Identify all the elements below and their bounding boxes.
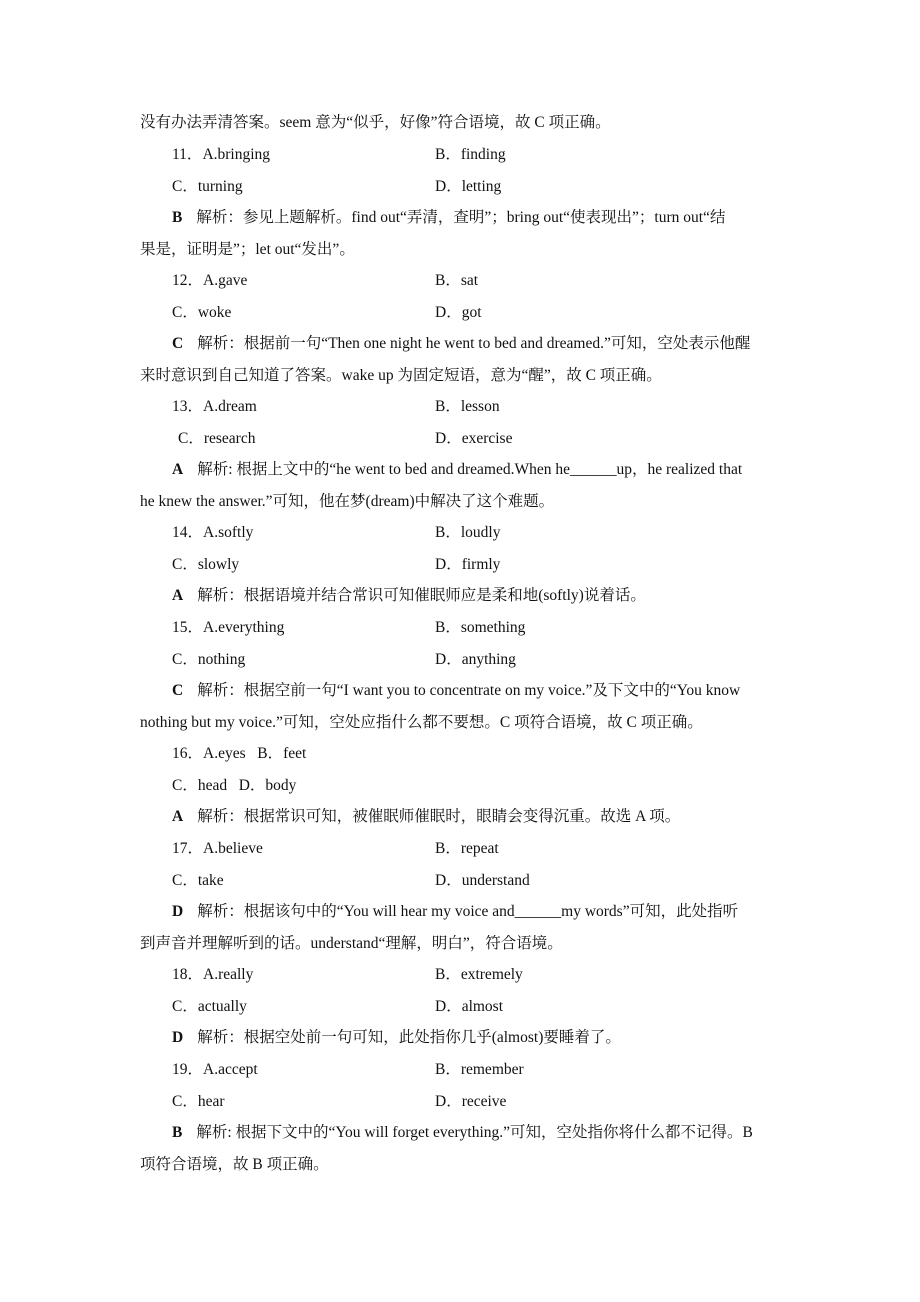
q15-option-c: C．nothing bbox=[172, 651, 246, 668]
q15-option-d: D．anything bbox=[435, 651, 516, 668]
q17-option-d: D．understand bbox=[435, 872, 530, 889]
q11-option-a: 11．A.bringing bbox=[172, 146, 271, 163]
q16-options-cd: C．head D．body bbox=[172, 777, 297, 794]
q15-option-a: 15．A.everything bbox=[172, 619, 285, 636]
q12-option-c: C．woke bbox=[172, 304, 232, 321]
q13-option-c: C．research bbox=[178, 430, 256, 447]
q19-option-b: B．remember bbox=[435, 1061, 524, 1078]
q18-option-c: C．actually bbox=[172, 998, 247, 1015]
q18-option-a: 18．A.really bbox=[172, 966, 254, 983]
q12-explanation: C 解析：根据前一句“Then one night he went to bed and dreamed.”可知，空处表示他醒 bbox=[172, 335, 751, 352]
q11-explanation: B 解析：参见上题解析。find out“弄清，查明”；bring out“使表现出”；turn out“结 bbox=[172, 209, 726, 226]
q14-option-c: C．slowly bbox=[172, 556, 240, 573]
q14-option-a: 14．A.softly bbox=[172, 524, 254, 541]
q13-option-d: D．exercise bbox=[435, 430, 513, 447]
q12-option-d: D．got bbox=[435, 304, 482, 321]
q11-option-c: C．turning bbox=[172, 178, 243, 195]
q17-option-a: 17．A.believe bbox=[172, 840, 263, 857]
q19-explanation: B 解析: 根据下文中的“You will forget everything.”可知，空处指你将什么都不记得。B bbox=[172, 1124, 753, 1141]
q16-options-ab: 16．A.eyes B．feet bbox=[172, 745, 307, 762]
q13-explanation: A 解析: 根据上文中的“he went to bed and dreamed.When he______up，he realized that bbox=[172, 461, 743, 478]
q12-option-a: 12．A.gave bbox=[172, 272, 248, 289]
q19-answer: B bbox=[172, 1124, 183, 1141]
intro-text: 没有办法弄清答案。seem 意为“似乎，好像”符合语境，故 C 项正确。 bbox=[140, 114, 611, 131]
q19-option-c: C．hear bbox=[172, 1093, 225, 1110]
q16-answer: A bbox=[172, 808, 184, 825]
q13-answer: A bbox=[172, 461, 184, 478]
q11-explanation-cont: 果是，证明是”；let out“发出”。 bbox=[140, 241, 355, 258]
q12-option-b: B．sat bbox=[435, 272, 479, 289]
q18-explanation: D 解析：根据空处前一句可知，此处指你几乎(almost)要睡着了。 bbox=[172, 1029, 621, 1046]
q17-answer: D bbox=[172, 903, 184, 920]
q11-answer: B bbox=[172, 209, 183, 226]
q14-explanation: A 解析：根据语境并结合常识可知催眠师应是柔和地(softly)说着话。 bbox=[172, 587, 646, 604]
q17-option-c: C．take bbox=[172, 872, 224, 889]
q14-option-b: B．loudly bbox=[435, 524, 501, 541]
q19-option-d: D．receive bbox=[435, 1093, 507, 1110]
q15-option-b: B．something bbox=[435, 619, 526, 636]
q17-option-b: B．repeat bbox=[435, 840, 499, 857]
q15-answer: C bbox=[172, 682, 184, 699]
q14-option-d: D．firmly bbox=[435, 556, 501, 573]
q14-answer: A bbox=[172, 587, 184, 604]
q11-option-b: B．finding bbox=[435, 146, 506, 163]
q15-explanation: C 解析：根据空前一句“I want you to concentrate on my voice.”及下文中的“You know bbox=[172, 682, 741, 699]
q18-answer: D bbox=[172, 1029, 184, 1046]
q19-option-a: 19．A.accept bbox=[172, 1061, 258, 1078]
q16-explanation: A 解析：根据常识可知，被催眠师催眠时，眼睛会变得沉重。故选 A 项。 bbox=[172, 808, 681, 825]
q17-explanation: D 解析：根据该句中的“You will hear my voice and______my words”可知，此处指听 bbox=[172, 903, 739, 920]
q18-option-d: D．almost bbox=[435, 998, 504, 1015]
q13-option-a: 13．A.dream bbox=[172, 398, 257, 415]
q13-explanation-cont: he knew the answer.”可知，他在梦(dream)中解决了这个难题。 bbox=[140, 493, 555, 510]
q18-option-b: B．extremely bbox=[435, 966, 523, 983]
q17-explanation-cont: 到声音并理解听到的话。understand“理解，明白”，符合语境。 bbox=[140, 935, 563, 952]
q12-answer: C bbox=[172, 335, 184, 352]
q13-option-b: B．lesson bbox=[435, 398, 500, 415]
q12-explanation-cont: 来时意识到自己知道了答案。wake up 为固定短语，意为“醒”，故 C 项正确。 bbox=[140, 367, 662, 384]
q19-explanation-cont: 项符合语境，故 B 项正确。 bbox=[140, 1156, 329, 1173]
q15-explanation-cont: nothing but my voice.”可知，空处应指什么都不要想。C 项符合语境，故 C 项正确。 bbox=[140, 714, 703, 731]
q11-option-d: D．letting bbox=[435, 178, 502, 195]
